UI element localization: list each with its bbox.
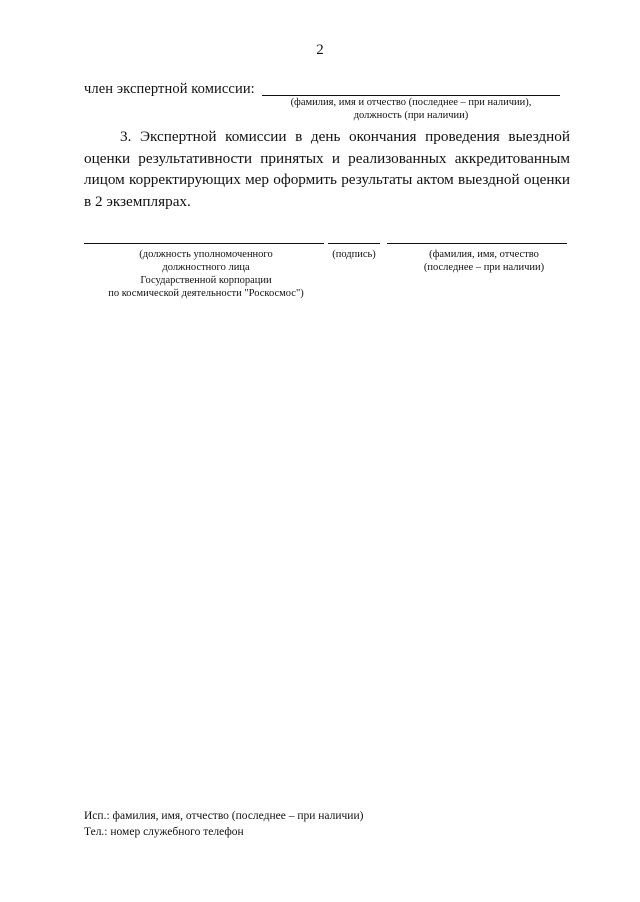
position-caption-line: должностного лица (162, 262, 250, 273)
position-caption-line: по космической деятельности "Роскосмос") (108, 288, 304, 299)
signature-caption: (подпись) (332, 249, 376, 260)
position-fill-line (84, 243, 324, 244)
commission-member-label: член экспертной комиссии: (84, 81, 255, 97)
paragraph-line: оценки результативности принятых и реализованных аккредитованным (84, 149, 570, 167)
position-caption-line: Государственной корпорации (140, 275, 272, 286)
clause-3-paragraph (84, 126, 570, 212)
phone-line: Тел.: номер служебного телефон (84, 826, 244, 838)
commission-member-caption-line-1: (фамилия, имя и отчество (последнее – при наличии), (290, 97, 532, 108)
paragraph-line: 3. Экспертной комиссии в день окончания проведения выездной (120, 128, 570, 145)
name-caption-line: (последнее – при наличии) (423, 262, 545, 273)
commission-member-caption (262, 96, 560, 122)
name-fill-line (387, 243, 567, 244)
position-caption (96, 248, 316, 300)
footer-contacts (84, 808, 363, 840)
signature-fill-line (328, 243, 380, 244)
executor-line: Исп.: фамилия, имя, отчество (последнее – при наличии) (84, 810, 364, 822)
name-caption (398, 248, 570, 274)
paragraph-line: в 2 экземплярах. (84, 192, 191, 210)
name-caption-line: (фамилия, имя, отчество (429, 249, 539, 260)
position-caption-line: (должность уполномоченного (139, 249, 273, 260)
commission-member-caption-line-2: должность (при наличии) (353, 110, 469, 121)
paragraph-line: лицом корректирующих мер оформить результаты актом выездной оценки (84, 171, 570, 188)
page-number: 2 (316, 42, 324, 58)
